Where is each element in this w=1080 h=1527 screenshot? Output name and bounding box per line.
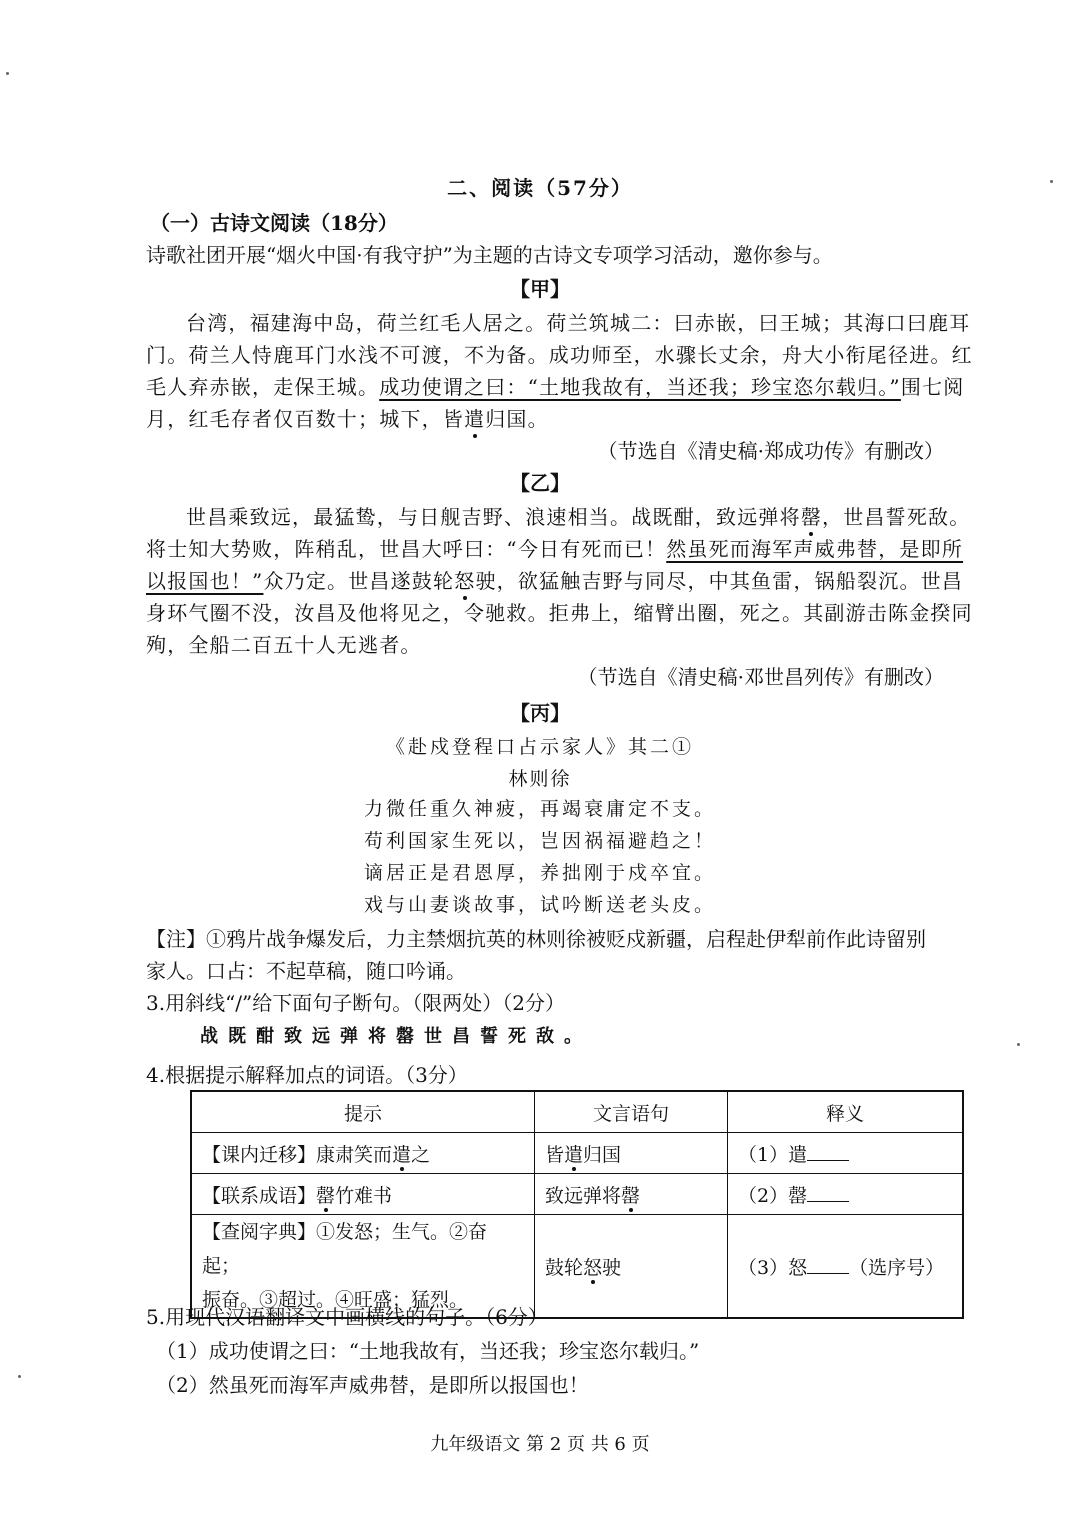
scan-speck — [18, 1375, 21, 1378]
sentence-cell — [535, 1174, 728, 1215]
dotted-word: 怒 — [583, 1253, 602, 1280]
hint-text: 【课内迁移】康肃笑而 — [202, 1143, 393, 1166]
poem-title: 《赴戍登程口占示家人》其二① — [385, 736, 694, 758]
hint-text: 【联系成语】 — [202, 1184, 317, 1207]
sentence-cell — [535, 1133, 728, 1174]
q4-table — [190, 1090, 964, 1319]
answer-blank[interactable] — [807, 1253, 849, 1274]
scan-speck — [6, 72, 9, 75]
header-meaning: 释义 — [728, 1091, 964, 1133]
answer-label: （3）怒 — [738, 1256, 808, 1279]
dotted-word: 罄 — [316, 1181, 335, 1208]
q4-prompt: 4.根据提示解释加点的词语。（3分） — [146, 1063, 468, 1087]
dotted-word: 遣 — [392, 1140, 411, 1167]
section-title: 二、阅读（57分） — [447, 176, 633, 200]
sentence-text: 致远弹将 — [545, 1184, 622, 1207]
table-header-row — [191, 1091, 963, 1133]
hint-text: 之 — [411, 1143, 431, 1166]
passage-a-text: 毛人弃赤嵌，走保王城。 — [146, 375, 380, 399]
sentence-text: 鼓轮 — [545, 1256, 584, 1279]
scan-speck — [1017, 1043, 1020, 1046]
passage-a-line-3 — [146, 372, 964, 402]
passage-a-text: 月，红毛存者仅百数十；城下，皆 — [146, 407, 464, 431]
hint-text: 振奋。③超过。④旺盛；猛烈。 — [202, 1289, 469, 1311]
hint-text: 竹难书 — [335, 1184, 393, 1207]
sentence-text: 归国 — [583, 1143, 622, 1166]
poem-author: 林则徐 — [508, 768, 572, 790]
q3-sentence: 战既酣致远弹将罄世昌誓死敌。 — [200, 1026, 592, 1047]
subsection-title: （一）古诗文阅读（18分） — [150, 211, 398, 235]
passage-b-text: 众乃定。世昌遂鼓轮 — [263, 569, 455, 593]
dotted-word-nu: 怒 — [454, 566, 475, 596]
answer-cell — [728, 1215, 964, 1319]
passage-b-line-5: 殉，全船二百五十人无逃者。 — [146, 633, 422, 657]
passage-b-line-1 — [186, 502, 970, 532]
passage-a-text: 围七阅 — [900, 375, 965, 399]
q5-prompt: 5.用现代汉语翻译文中画横线的句子。（6分） — [146, 1305, 548, 1329]
passage-b-label: 【乙】 — [510, 471, 570, 495]
answer-cell — [728, 1133, 964, 1174]
passage-b-line-4: 身环气圈不没，汝昌及他将见之，令驰救。拒弗上，缩臂出圈，死之。其副游击陈金揆同 — [146, 601, 973, 625]
poem-line-1: 力微任重久神疲，再竭衰庸定不支。 — [363, 798, 716, 820]
passage-b-text: 驶，欲猛触吉野与同尽，中其鱼雷，锅船裂沉。世昌 — [475, 569, 964, 593]
poem-line-3: 谪居正是君恩厚，养拙刚于戍卒宜。 — [363, 862, 716, 884]
passage-b-line-3 — [146, 566, 963, 596]
poem-line-4: 戏与山妻谈故事，试吟断送老头皮。 — [363, 894, 716, 916]
passage-a-line-2: 门。荷兰人恃鹿耳门水浅不可渡，不为备。成功师至，水骤长丈余，舟大小衔尾径进。红 — [146, 343, 973, 367]
dotted-word: 罄 — [621, 1181, 640, 1208]
table-row — [191, 1174, 963, 1215]
passage-b-text: ，世昌誓死敌。 — [822, 505, 971, 529]
passage-a-source: （节选自《清史稿·郑成功传》有删改） — [597, 439, 944, 463]
sentence-text: 皆 — [545, 1143, 565, 1166]
passage-b-text: 将士知大势败，阵稍乱，世昌大呼曰：“今日有死而已！ — [146, 537, 667, 561]
passage-b-line-2 — [146, 534, 963, 564]
dotted-word: 遣 — [564, 1140, 583, 1167]
underlined-sentence-a: 成功使谓之曰：“土地我故有，当还我；珍宝恣尔载归。” — [379, 375, 901, 399]
hint-text: 【查阅字典】①发怒；生气。②奋起； — [202, 1221, 488, 1277]
table-row — [191, 1133, 963, 1174]
header-sentence: 文言语句 — [535, 1091, 728, 1133]
dotted-word-qing: 罄 — [801, 502, 822, 532]
note-line-1: 【注】①鸦片战争爆发后，力主禁烟抗英的林则徐被贬戍新疆，启程赴伊犁前作此诗留别 — [146, 927, 926, 951]
hint-cell — [191, 1174, 535, 1215]
answer-blank[interactable] — [807, 1181, 849, 1202]
answer-cell — [728, 1174, 964, 1215]
underlined-sentence-b-part1: 然虽死而海军声威弗替，是即所 — [666, 537, 964, 561]
q5-item-2: （2）然虽死而海军声威弗替，是即所以报国也！ — [156, 1373, 589, 1397]
answer-label: （2）罄 — [738, 1184, 808, 1207]
hint-cell — [191, 1133, 535, 1174]
answer-label: （1）遣 — [738, 1143, 808, 1166]
passage-a-line-1: 台湾，福建海中岛，荷兰红毛人居之。荷兰筑城二：曰赤嵌，曰王城；其海口曰鹿耳 — [186, 311, 971, 335]
poem-line-2: 苟利国家生死以，岂因祸福避趋之！ — [363, 830, 716, 852]
sentence-text: 驶 — [602, 1256, 622, 1279]
answer-blank[interactable] — [807, 1140, 849, 1161]
passage-a-line-4 — [146, 404, 549, 434]
underlined-sentence-b-part2: 以报国也！” — [146, 569, 264, 593]
sentence-cell — [535, 1215, 728, 1319]
intro-text: 诗歌社团开展“烟火中国·有我守护”为主题的古诗文专项学习活动，邀你参与。 — [146, 243, 833, 267]
dotted-word-qian: 遣 — [464, 404, 485, 434]
passage-b-text: 世昌乘致远，最猛鸷，与日舰吉野、浪速相当。战既酣，致远弹将 — [186, 505, 801, 529]
passage-c-label: 【丙】 — [510, 701, 570, 725]
q5-item-1: （1）成功使谓之曰：“土地我故有，当还我；珍宝恣尔载归。” — [156, 1339, 700, 1363]
answer-suffix: （选序号） — [849, 1256, 945, 1279]
passage-a-text: 归国。 — [485, 407, 549, 431]
header-hint: 提示 — [191, 1091, 535, 1133]
passage-b-source: （节选自《清史稿·邓世昌列传》有删改） — [577, 665, 944, 689]
passage-a-label: 【甲】 — [510, 277, 570, 301]
q3-prompt: 3.用斜线“/”给下面句子断句。（限两处）（2分） — [146, 991, 565, 1015]
page-footer: 九年级语文 第 2 页 共 6 页 — [430, 1434, 650, 1455]
note-line-2: 家人。口占：不起草稿，随口吟诵。 — [146, 959, 466, 983]
